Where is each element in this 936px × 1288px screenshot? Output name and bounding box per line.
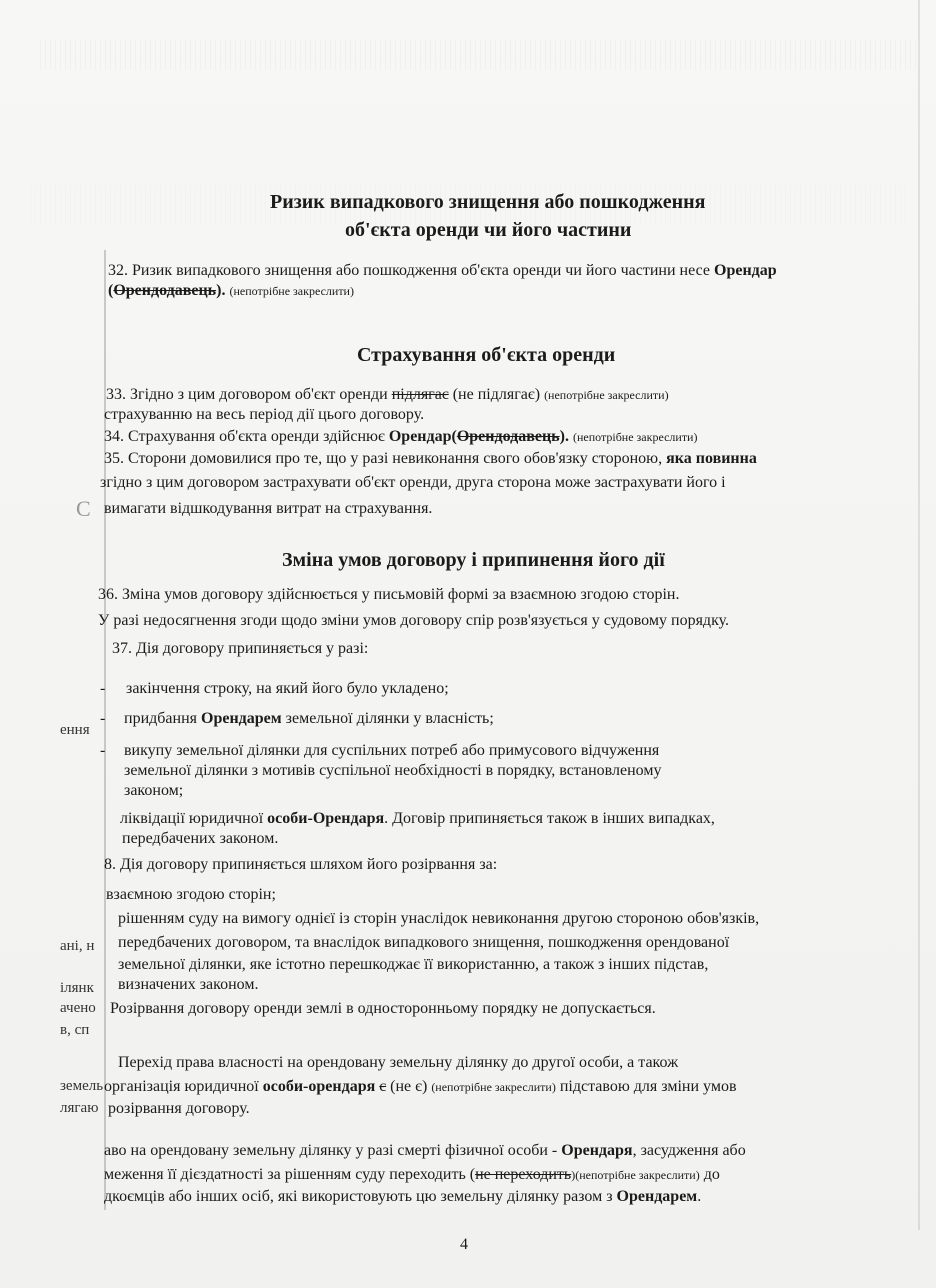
edge-fragment: лягаю [60, 1100, 99, 1116]
paragraph-40-l3: розірвання договору. [108, 1100, 250, 1117]
list-dash: - [100, 680, 106, 697]
paragraph-41-l1: аво на орендовану земельну ділянку у разі смерті фізичної особи - Орендаря, засудження або [104, 1142, 746, 1159]
edge-fragment: ення [60, 722, 90, 738]
heading-risk-line1: Ризик випадкового знищення або пошкодження [270, 191, 706, 213]
paragraph-35-cont2: вимагати відшкодування витрат на страхування. [104, 500, 433, 517]
list-dash: - [100, 710, 106, 727]
list-item-purchase: придбання Орендарем земельної ділянки у власність; [124, 710, 494, 727]
paragraph-36b: У разі недосягнення згоди щодо зміни умов договору спір розв'язується у судовому порядку. [98, 612, 730, 629]
paragraph-32-cont: (Орендодавець). (непотрібне закреслити) [108, 282, 354, 299]
paragraph-41-l3: дкоємців або інших осіб, які використовують цю земельну ділянку разом з Орендарем. [104, 1188, 702, 1205]
paragraph-34: 34. Страхування об'єкта оренди здійснює Орендар(Орендодавець). (непотрібне закреслити) [104, 428, 698, 445]
list-item-court-l4: визначених законом. [118, 976, 259, 993]
list-item-court-l1: рішенням суду на вимогу однієї із сторін унаслідок невиконання другою стороною обов'язків, [118, 910, 760, 927]
edge-fragment: ілянк [60, 980, 94, 996]
paragraph-33: 33. Згідно з цим договором об'єкт оренди підлягає (не підлягає) (непотрібне закреслити) [106, 386, 669, 403]
paragraph-37: 37. Дія договору припиняється у разі: [112, 640, 369, 657]
paragraph-35-cont1: згідно з цим договором застрахувати об'єкт оренди, друга сторона може застрахувати його і [100, 474, 726, 491]
paragraph-32: 32. Ризик випадкового знищення або пошкодження об'єкта оренди чи його частини несе Орендар [108, 262, 777, 279]
scan-noise-top [40, 40, 920, 70]
edge-fragment: в, сп [60, 1022, 90, 1038]
paragraph-33-cont: страхуванню на весь період дії цього договору. [104, 406, 425, 423]
edge-fragment: земель [60, 1078, 104, 1094]
list-dash: - [100, 742, 106, 759]
list-item-term-end: закінчення строку, на який його було укладено; [126, 680, 449, 697]
edge-fragment: С [76, 496, 91, 521]
edge-fragment: ачено [60, 1000, 96, 1016]
heading-risk-line2: об'єкта оренди чи його частини [345, 219, 632, 241]
paragraph-39: Розірвання договору оренди землі в односторонньому порядку не допускається. [110, 1000, 656, 1017]
list-item-liquidation-l1: ліквідації юридичної особи-Орендаря. Договір припиняється також в інших випадках, [120, 810, 715, 827]
list-item-buyout-l1: викупу земельної ділянки для суспільних потреб або примусового відчуження [124, 742, 660, 759]
list-item-buyout-l3: законом; [124, 782, 184, 799]
paragraph-35: 35. Сторони домовилися про те, що у разі невиконання свого обов'язку стороною, яка повинна [104, 450, 757, 467]
heading-change: Зміна умов договору і припинення його дії [282, 549, 665, 571]
paragraph-36: 36. Зміна умов договору здійснюється у письмовій формі за взаємною згодою сторін. [98, 586, 680, 603]
list-item-liquidation-l2: передбачених законом. [122, 830, 279, 847]
page-number: 4 [460, 1236, 468, 1253]
edge-fragment: ані, н [60, 938, 95, 954]
paragraph-38: 8. Дія договору припиняється шляхом його розірвання за: [104, 856, 498, 873]
list-item-buyout-l2: земельної ділянки з мотивів суспільної необхідності в порядку, встановленому [124, 762, 662, 779]
heading-insurance: Страхування об'єкта оренди [357, 344, 616, 366]
paragraph-40-l2: організація юридичної особи-орендаря є (не є) (непотрібне закреслити) підставою для зміни умов [104, 1078, 737, 1095]
list-item-court-l2: передбачених договором, та внаслідок випадкового знищення, пошкодження орендованої [118, 934, 730, 951]
paragraph-41-l2: меження її дієздатності за рішенням суду переходить (не переходить)(непотрібне закреслити) до [104, 1166, 720, 1183]
list-item-mutual: взаємною згодою сторін; [106, 886, 276, 903]
paragraph-40-l1: Перехід права власності на орендовану земельну ділянку до другої особи, а також [118, 1054, 679, 1071]
scan-edge-line-right [918, 0, 920, 1230]
list-item-court-l3: земельної ділянки, яке істотно перешкоджає її використанню, а також з інших підстав, [118, 956, 709, 973]
